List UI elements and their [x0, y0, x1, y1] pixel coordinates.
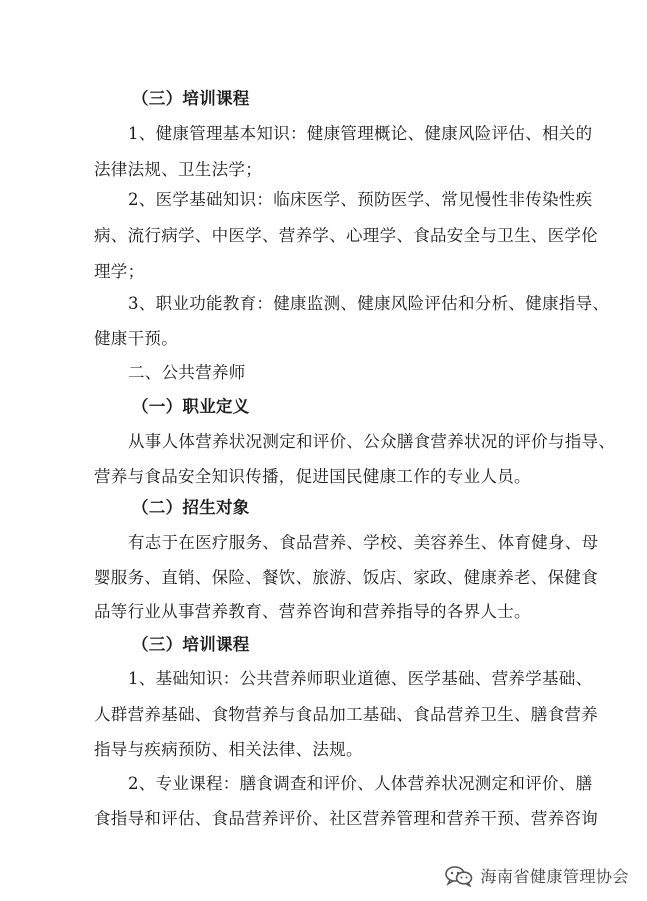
paragraph-line: 2、专业课程：膳食调查和评价、人体营养状况测定和评价、膳: [128, 774, 593, 793]
section-heading-job-definition: （一）职业定义: [132, 397, 250, 416]
watermark-text: 海南省健康管理协会: [480, 867, 629, 886]
paragraph-line: 婴服务、直销、保险、餐饮、旅游、饭店、家政、健康养老、保健食: [94, 568, 598, 587]
paragraph-line: 从事人体营养状况测定和评价、公众膳食营养状况的评价与指导、: [128, 432, 616, 451]
paragraph-line: 3、职业功能教育：健康监测、健康风险评估和分析、健康指导、: [128, 294, 610, 313]
paragraph-line: 健康干预。: [94, 329, 178, 348]
paragraph-line: 食指导和评估、食品营养评价、社区营养管理和营养干预、营养咨询: [94, 809, 598, 828]
paragraph-line: 2、医学基础知识：临床医学、预防医学、常见慢性非传染性疾: [128, 190, 593, 209]
paragraph-line: 指导与疾病预防、相关法律、法规。: [94, 740, 363, 759]
paragraph-line: 法律法规、卫生法学；: [94, 160, 262, 179]
watermark: [444, 864, 629, 887]
section-heading-training-courses-1: （三）培训课程: [132, 89, 250, 108]
paragraph-line: 病、流行病学、中医学、营养学、心理学、食品安全与卫生、医学伦: [94, 226, 598, 245]
paragraph-line: 1、健康管理基本知识：健康管理概论、健康风险评估、相关的: [128, 124, 593, 143]
section-heading-training-courses-2: （三）培训课程: [132, 635, 250, 654]
paragraph-line: 品等行业从事营养教育、营养咨询和营养指导的各界人士。: [94, 602, 531, 621]
section-heading-enrollment-target: （二）招生对象: [132, 498, 250, 517]
paragraph-line: 营养与食品安全知识传播，促进国民健康工作的专业人员。: [94, 467, 531, 486]
paragraph-line: 有志于在医疗服务、食品营养、学校、美容养生、体育健身、母: [128, 533, 599, 552]
paragraph-line: 人群营养基础、食物营养与食品加工基础、食品营养卫生、膳食营养: [94, 705, 598, 724]
paragraph-line: 理学；: [94, 262, 145, 281]
paragraph-line: 1、基础知识：公共营养师职业道德、医学基础、营养学基础、: [128, 669, 593, 688]
section-heading-public-nutritionist: 二、公共营养师: [128, 363, 246, 382]
wechat-icon: [444, 865, 474, 887]
